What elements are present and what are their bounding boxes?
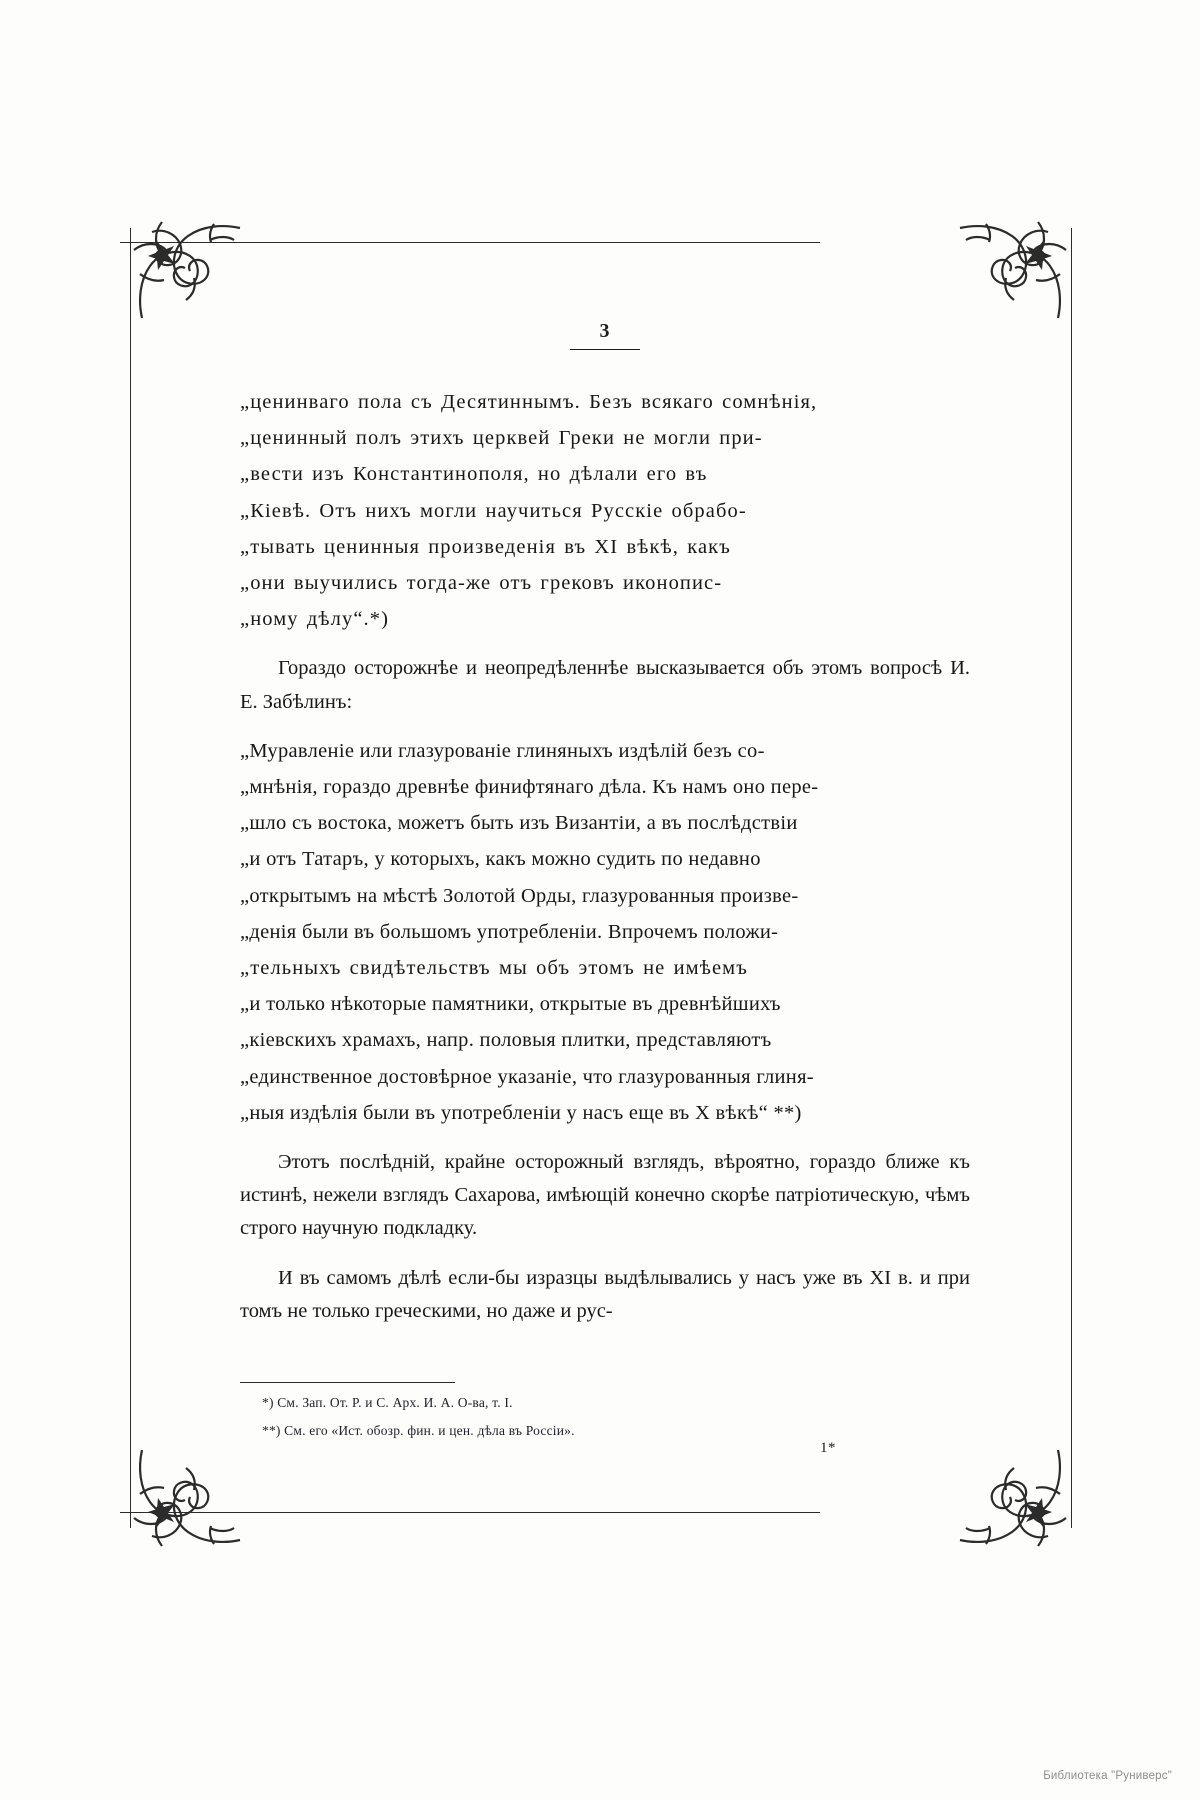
quote-line: „ценинный полъ этихъ церквей Греки не могли при-	[240, 427, 763, 450]
quote-line: „они выучились тогда-же отъ грековъ иконопис-	[240, 572, 723, 595]
quote-line: „и отъ Татаръ, у которыхъ, какъ можно судить по недавно	[240, 848, 761, 871]
ornament-corner-bottom-right-icon	[958, 1448, 1078, 1558]
paragraph: Этотъ послѣдній, крайне осторожный взглядъ, вѣроятно, гораздо ближе къ истинѣ, нежели взглядъ Сахарова, имѣющій конечно скорѣе патріотическую, чѣмъ строго научную подкладку.	[240, 1151, 970, 1240]
quote-line: „Муравленіе или глазурованіе глиняныхъ издѣлій безъ со-	[240, 739, 765, 762]
quote-line: „ному дѣлу“.*)	[240, 608, 390, 631]
footnote-block	[240, 1382, 970, 1451]
quote-line: „кіевскихъ храмахъ, напр. половыя плитки, представляютъ	[240, 1029, 772, 1052]
quote-line: „тельныхъ свидѣтельствъ мы объ этомъ не имѣемъ	[240, 957, 748, 980]
text-column	[240, 320, 970, 1331]
page-number: 3	[599, 320, 611, 342]
footnote: **) См. его «Ист. обозр. фин. и цен. дѣла въ Россіи».	[262, 1423, 575, 1438]
quote-line: „открытымъ на мѣстѣ Золотой Орды, глазурованныя произве-	[240, 884, 799, 907]
ornament-corner-top-right-icon	[958, 210, 1078, 320]
footnote: *) См. Зап. От. Р. и С. Арх. И. А. О-ва, т. I.	[262, 1395, 513, 1410]
page-number-rule	[570, 349, 640, 350]
quote-line: „ценинваго пола съ Десятиннымъ. Безъ всякаго сомнѣнія,	[240, 391, 818, 413]
ornament-corner-bottom-left-icon	[122, 1448, 242, 1558]
paragraph: Гораздо осторожнѣе и неопредѣленнѣе высказывается объ этомъ вопросѣ И. Е. Забѣлинъ:	[240, 657, 970, 713]
quote-line: „мнѣнія, гораздо древнѣе финифтянаго дѣла. Къ намъ оно пере-	[240, 776, 819, 799]
ornament-corner-top-left-icon	[122, 210, 242, 320]
library-watermark: Библиотека "Руниверс"	[1043, 1770, 1172, 1782]
paragraph: И въ самомъ дѣлѣ если-бы изразцы выдѣлывались у насъ уже въ XI в. и при томъ не только греческими, но даже и рус-	[240, 1266, 970, 1322]
quote-line: „и только нѣкоторые памятники, открытые въ древнѣйшихъ	[240, 993, 781, 1016]
quote-line: „Кіевѣ. Отъ нихъ могли научиться Русскіе обрабо-	[240, 499, 747, 522]
quote-line: „ныя издѣлія были въ употребленіи у насъ еще въ X вѣкѣ“ **)	[240, 1101, 802, 1124]
signature-mark: 1*	[820, 1440, 836, 1456]
quote-line: „единственное достовѣрное указаніе, что глазурованныя глиня-	[240, 1065, 814, 1088]
quote-line: „шло съ востока, можетъ быть изъ Византіи, а въ послѣдствіи	[240, 812, 798, 835]
quote-line: „денія были въ большомъ употребленіи. Впрочемъ положи-	[240, 920, 779, 943]
footnote-rule	[240, 1382, 455, 1383]
quote-line: „вести изъ Константинополя, но дѣлали его въ	[240, 463, 708, 486]
quote-line: „тывать ценинныя произведенія въ XI вѣкѣ, какъ	[240, 535, 731, 558]
